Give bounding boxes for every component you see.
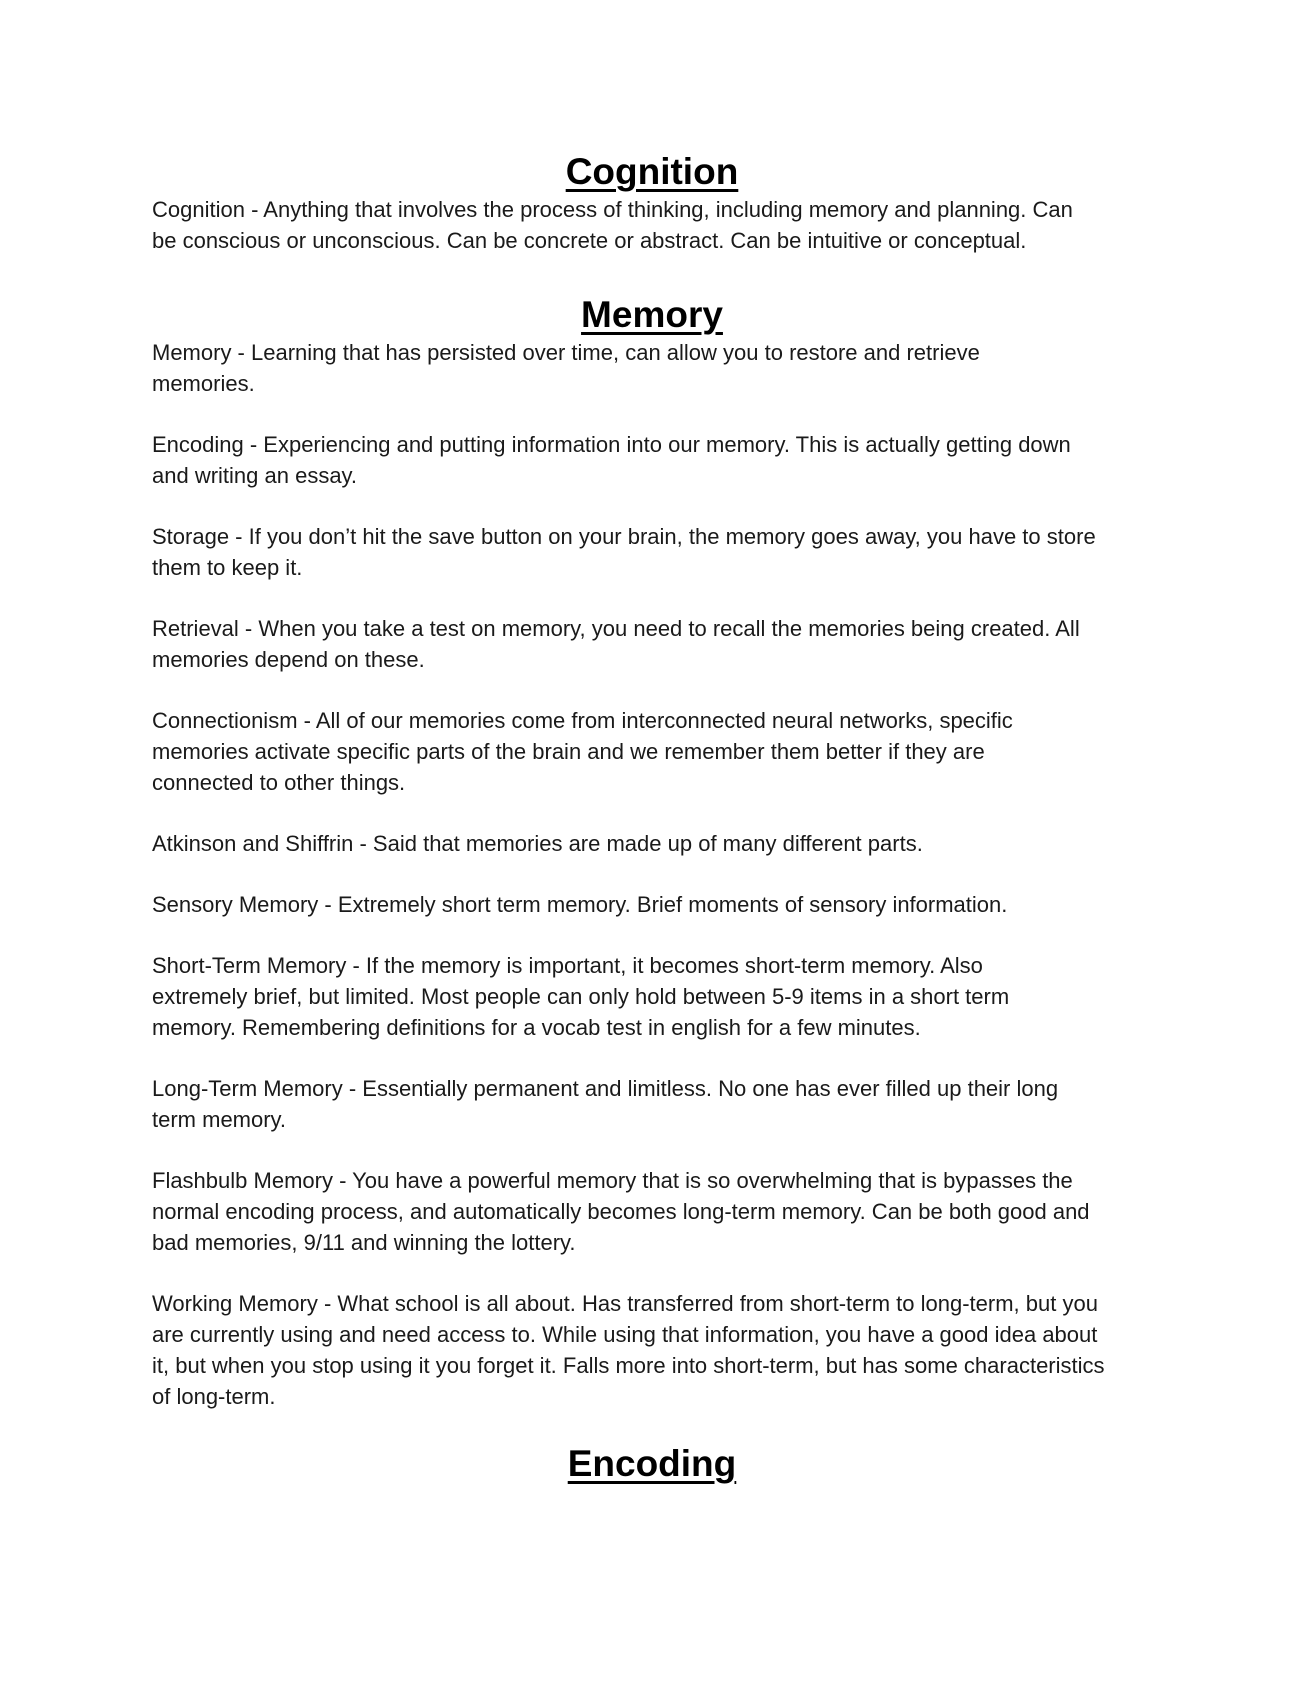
paragraph-working-memory-definition: Working Memory - What school is all about. Has transferred from short-term to long-term, but you are currently using and need access to. While using that information, you have a good idea about it, but when you stop using it you forget it. Falls more into short-term, but has some characteristics of long-term. xyxy=(152,1291,1105,1409)
paragraph-connectionism-definition: Connectionism - All of our memories come from interconnected neural networks, specific memories activate specific parts of the brain and we remember them better if they are connected to other things. xyxy=(152,708,1013,795)
paragraph-encoding-definition: Encoding - Experiencing and putting information into our memory. This is actually getting down and writing an essay. xyxy=(152,432,1071,488)
heading-memory: Memory xyxy=(581,294,723,335)
paragraph-atkinson-shiffrin-definition: Atkinson and Shiffrin - Said that memories are made up of many different parts. xyxy=(152,831,923,856)
paragraph-sensory-memory-definition: Sensory Memory - Extremely short term memory. Brief moments of sensory information. xyxy=(152,892,1008,917)
paragraph-retrieval-definition: Retrieval - When you take a test on memory, you need to recall the memories being created. All memories depend on these. xyxy=(152,616,1080,672)
paragraph-short-term-memory-definition: Short-Term Memory - If the memory is important, it becomes short-term memory. Also extremely brief, but limited. Most people can only hold between 5-9 items in a short term memory. Remembering definitions for a vocab test in english for a few minutes. xyxy=(152,953,1010,1040)
heading-cognition: Cognition xyxy=(565,151,739,192)
document-page xyxy=(152,150,1152,1486)
paragraph-storage-definition: Storage - If you don’t hit the save button on your brain, the memory goes away, you have to store them to keep it. xyxy=(152,524,1096,580)
paragraph-memory-definition: Memory - Learning that has persisted over time, can allow you to restore and retrieve memories. xyxy=(152,340,980,396)
paragraph-long-term-memory-definition: Long-Term Memory - Essentially permanent and limitless. No one has ever filled up their long term memory. xyxy=(152,1076,1059,1132)
heading-encoding: Encoding xyxy=(567,1443,737,1484)
paragraph-flashbulb-memory-definition: Flashbulb Memory - You have a powerful memory that is so overwhelming that is bypasses the normal encoding process, and automatically becomes long-term memory. Can be both good and bad memories, 9/11 and winning the lottery. xyxy=(152,1168,1090,1255)
paragraph-cognition-definition: Cognition - Anything that involves the process of thinking, including memory and planning. Can be conscious or unconscious. Can be concrete or abstract. Can be intuitive or conceptual. xyxy=(152,197,1073,253)
